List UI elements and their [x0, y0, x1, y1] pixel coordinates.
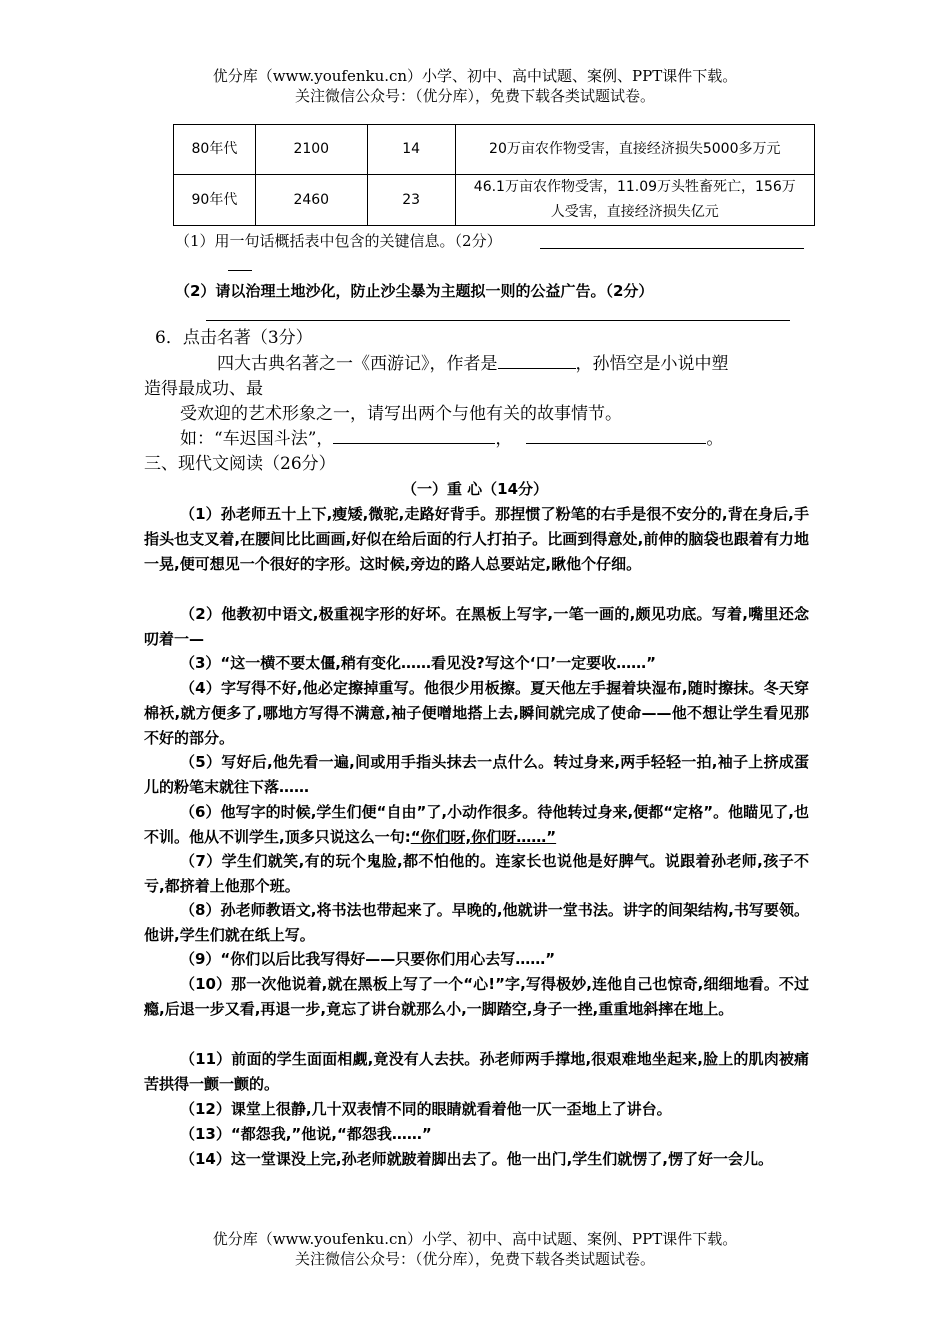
paragraph-8: （8）孙老师教语文,将书法也带起来了。早晚的,他就讲一堂书法。讲字的间架结构,书写要领。他讲,学生们就在纸上写。 [144, 901, 809, 944]
answer-line [206, 320, 790, 321]
paragraph-12: （12）课堂上很静,几十双表情不同的眼睛就看着他一仄一歪地上了讲台。 [180, 1100, 672, 1118]
paragraph-9: （9）“你们以后比我写得好——只要你们用心去写……” [180, 950, 556, 968]
paragraph-11: （11）前面的学生面面相觑,竟没有人去扶。孙老师两手撑地,很艰难地坐起来,脸上的肌肉被痛苦拱得一颤一颤的。 [144, 1050, 809, 1093]
punctuation: ， [495, 429, 513, 449]
section-6-line-3: 受欢迎的艺术形象之一，请写出两个与他有关的故事情节。 [180, 404, 622, 424]
paragraph-14: （14）这一堂课没上完,孙老师就跛着脚出去了。他一出门,学生们就愣了,愣了好一会儿。 [180, 1150, 773, 1168]
paragraph-13: （13）“都怨我,”他说,“都怨我……” [180, 1125, 432, 1143]
table-cell: 23 [367, 175, 455, 226]
table-cell-decade: 80年代 [174, 125, 256, 175]
reading-subtitle: （一）重 心（14分） [401, 480, 549, 498]
paragraph-6-quote: “你们呀,你们呀……” [410, 828, 557, 846]
section-6-line-2: 造得最成功、最 [144, 379, 263, 399]
table-cell-description: 46.1万亩农作物受害，11.09万头牲畜死亡，156万人受害，直接经济损失亿元 [455, 175, 814, 226]
page-footer-line-2: 关注微信公众号：（优分库），免费下载各类试题试卷。 [294, 1250, 655, 1268]
section-6-text: 四大古典名著之一《西游记》，作者是 [217, 354, 498, 374]
section-6-title: 6．点击名著（3分） [155, 328, 313, 348]
table-cell: 14 [367, 125, 455, 175]
question-1: （1）用一句话概括表中包含的关键信息。（2分） [175, 232, 502, 250]
paragraph-2: （2）他教初中语文,极重视字形的好坏。在黑板上写字,一笔一画的,颇见功底。写着,嘴里还念叨着一— [144, 605, 809, 648]
section-6-line-1 [217, 352, 729, 376]
paragraph-7: （7）学生们就笑,有的玩个鬼脸,都不怕他的。连家长也说他是好脾气。说跟着孙老师,孩子不亏,都挤着上他那个班。 [144, 852, 809, 895]
table-row [174, 175, 815, 226]
punctuation: 。 [706, 429, 724, 449]
paragraph-10: （10）那一次他说着,就在黑板上写了一个“心!”字,写得极妙,连他自己也惊奇,细细地看。不过瘾,后退一步又看,再退一步,竟忘了讲台就那么小,一脚踏空,身子一挫,重重地斜摔在地上。 [144, 975, 809, 1018]
fill-blank-story-1[interactable] [333, 443, 495, 444]
fill-blank-author[interactable] [498, 368, 576, 369]
paragraph-3: （3）“这一横不要太僵,稍有变化……看见没?写这个‘口’一定要收……” [180, 654, 656, 672]
section-6-text: ，孙悟空是小说中塑 [575, 354, 729, 374]
section-6-line-4 [180, 427, 723, 451]
table-cell: 2460 [255, 175, 367, 226]
fill-blank-story-2[interactable] [526, 443, 706, 444]
paragraph-6-text: （6）他写字的时候,学生们便“自由”了,小动作很多。待他转过身来,便都“定格”。他瞄见了,也不训。他从不训学生,顶多只说这么一句: [144, 803, 809, 846]
section-3-title: 三、现代文阅读（26分） [144, 454, 336, 474]
table-cell: 2100 [255, 125, 367, 175]
table-cell-decade: 90年代 [174, 175, 256, 226]
paragraph-1: （1）孙老师五十上下,瘦矮,微驼,走路好背手。那捏惯了粉笔的右手是很不安分的,背在身后,手指头也支叉着,在腰间比比画画,好似在给后面的行人打拍子。比画到得意处,前伸的脑袋也跟着有力地一晃,便可想见一个很好的字形。这时候,旁边的路人总要站定,瞅他个仔细。 [144, 505, 809, 573]
page-header-line-2: 关注微信公众号：（优分库），免费下载各类试题试卷。 [294, 87, 655, 105]
data-table [173, 124, 815, 226]
paragraph-5: （5）写好后,他先看一遍,间或用手指头抹去一点什么。转过身来,两手轻轻一拍,袖子上挤成蛋儿的粉笔末就往下落…… [144, 753, 809, 796]
paragraph-4: （4）字写得不好,他必定擦掉重写。他很少用板擦。夏天他左手握着块湿布,随时擦抹。冬天穿棉袄,就方便多了,哪地方写得不满意,袖子便噌地搭上去,瞬间就完成了使命——他不想让学生看见那不好的部分。 [144, 679, 809, 747]
answer-line [540, 248, 804, 249]
page-header-line-1: 优分库（www.youfenku.cn）小学、初中、高中试题、案例、PPT课件下载。 [212, 67, 738, 85]
table-row [174, 125, 815, 175]
example-text: 如：“车迟国斗法”， [180, 429, 334, 449]
answer-line [228, 270, 252, 271]
question-2: （2）请以治理土地沙化，防止沙尘暴为主题拟一则的公益广告。（2分） [175, 282, 654, 300]
table-cell-description: 20万亩农作物受害，直接经济损失5000多万元 [455, 125, 814, 175]
page-footer-line-1: 优分库（www.youfenku.cn）小学、初中、高中试题、案例、PPT课件下载。 [212, 1230, 738, 1248]
paragraph-6 [144, 800, 809, 850]
